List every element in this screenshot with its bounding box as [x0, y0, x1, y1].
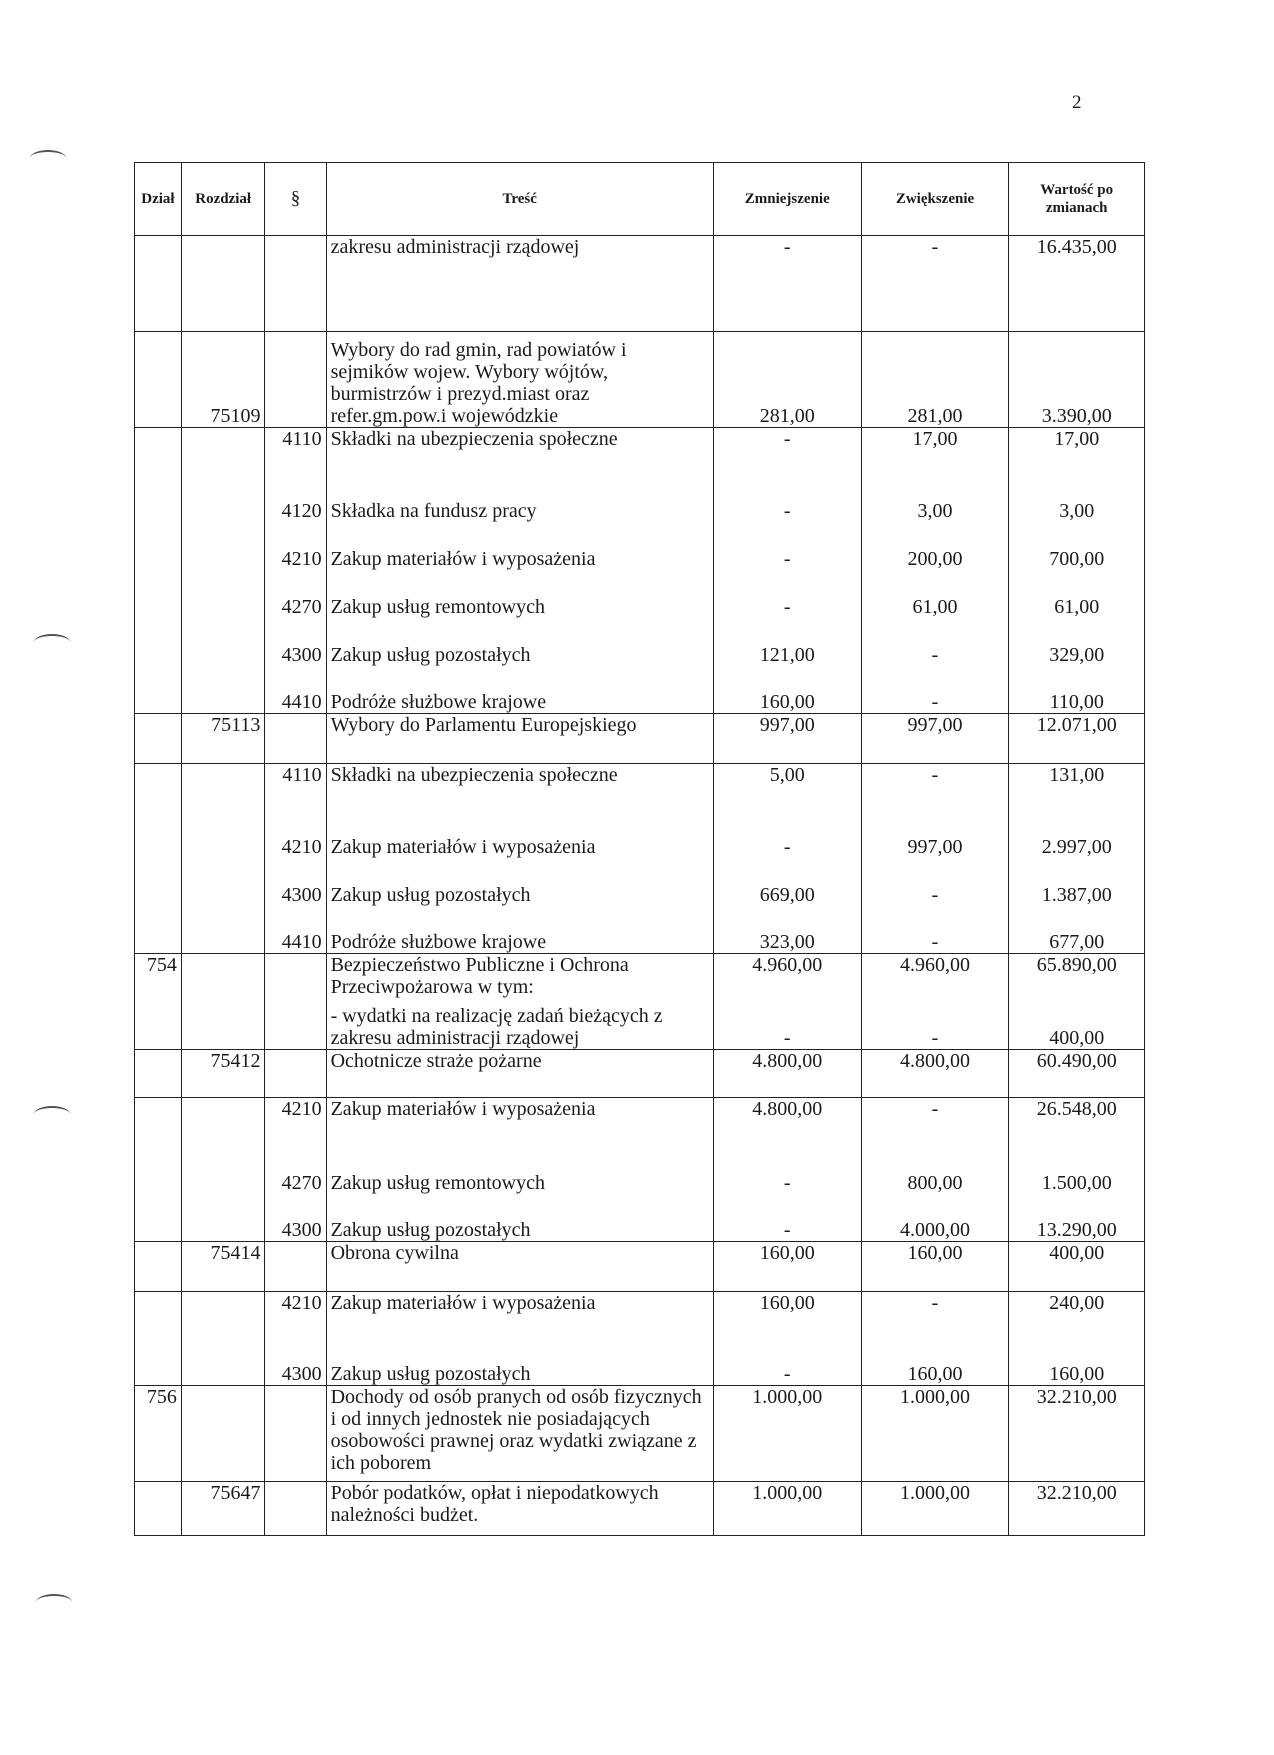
cell-paragraf: 4270	[265, 1146, 326, 1194]
cell-wartosc: 13.290,00	[1009, 1194, 1145, 1242]
cell-paragraf: 4300	[265, 1194, 326, 1242]
cell-paragraf: 4410	[265, 906, 326, 954]
cell-tresc: Zakup usług remontowych	[326, 570, 713, 618]
header-dzial: Dział	[135, 163, 182, 236]
cell-wartosc: 61,00	[1009, 570, 1145, 618]
cell-rozdzial: 75647	[181, 1482, 265, 1536]
cell-rozdzial	[181, 1338, 265, 1386]
cell-dzial	[135, 428, 182, 474]
table-row	[135, 1292, 1145, 1338]
cell-zmniejszenie: -	[713, 474, 861, 522]
cell-dzial	[135, 858, 182, 906]
table-row	[135, 954, 1145, 1002]
cell-tresc: - wydatki na realizację zadań bieżących z zakresu administracji rządowej	[326, 1002, 713, 1050]
table-row	[135, 522, 1145, 570]
cell-zwiekszenie: 1.000,00	[861, 1386, 1009, 1482]
cell-dzial	[135, 1242, 182, 1292]
cell-wartosc: 17,00	[1009, 428, 1145, 474]
table-row	[135, 236, 1145, 332]
cell-zmniejszenie: -	[713, 570, 861, 618]
cell-zwiekszenie: 281,00	[861, 332, 1009, 428]
cell-zmniejszenie: 4.800,00	[713, 1098, 861, 1146]
cell-zmniejszenie: 4.800,00	[713, 1050, 861, 1098]
cell-tresc: Dochody od osób pranych od osób fizycznych i od innych jednostek nie posiadających osobowości prawnej oraz wydatki związane z ich poborem	[326, 1386, 713, 1482]
cell-rozdzial	[181, 236, 265, 332]
cell-wartosc: 160,00	[1009, 1338, 1145, 1386]
cell-dzial: 756	[135, 1386, 182, 1482]
cell-rozdzial	[181, 1292, 265, 1338]
cell-zwiekszenie: 200,00	[861, 522, 1009, 570]
cell-wartosc: 677,00	[1009, 906, 1145, 954]
cell-paragraf	[265, 1002, 326, 1050]
cell-tresc: Zakup usług pozostałych	[326, 1194, 713, 1242]
cell-rozdzial	[181, 1386, 265, 1482]
cell-tresc: Wybory do rad gmin, rad powiatów i sejmików wojew. Wybory wójtów, burmistrzów i prezyd.miast oraz refer.gm.pow.i wojewódzkie	[326, 332, 713, 428]
cell-zwiekszenie: 800,00	[861, 1146, 1009, 1194]
cell-paragraf: 4300	[265, 1338, 326, 1386]
table-row	[135, 1146, 1145, 1194]
table-row	[135, 810, 1145, 858]
cell-wartosc: 16.435,00	[1009, 236, 1145, 332]
table-row	[135, 1050, 1145, 1098]
cell-tresc: Podróże służbowe krajowe	[326, 906, 713, 954]
cell-tresc: Zakup materiałów i wyposażenia	[326, 1292, 713, 1338]
table-row	[135, 1098, 1145, 1146]
table-row	[135, 1338, 1145, 1386]
cell-zmniejszenie: 323,00	[713, 906, 861, 954]
table-row	[135, 858, 1145, 906]
header-wartosc: Wartość po zmianach	[1009, 163, 1145, 236]
cell-wartosc: 240,00	[1009, 1292, 1145, 1338]
cell-zwiekszenie: 160,00	[861, 1242, 1009, 1292]
cell-zmniejszenie: -	[713, 810, 861, 858]
cell-tresc: Zakup usług remontowych	[326, 1146, 713, 1194]
cell-zwiekszenie: -	[861, 236, 1009, 332]
cell-paragraf	[265, 1242, 326, 1292]
cell-paragraf: 4110	[265, 428, 326, 474]
cell-wartosc: 3.390,00	[1009, 332, 1145, 428]
cell-rozdzial: 75412	[181, 1050, 265, 1098]
punch-hole-mark	[34, 634, 70, 650]
cell-paragraf	[265, 236, 326, 332]
cell-zwiekszenie: -	[861, 618, 1009, 666]
cell-dzial	[135, 570, 182, 618]
cell-tresc: Zakup materiałów i wyposażenia	[326, 1098, 713, 1146]
cell-zwiekszenie: -	[861, 1292, 1009, 1338]
cell-zmniejszenie: 5,00	[713, 764, 861, 810]
table-row	[135, 906, 1145, 954]
cell-tresc: Zakup materiałów i wyposażenia	[326, 810, 713, 858]
cell-dzial	[135, 666, 182, 714]
cell-paragraf: 4300	[265, 618, 326, 666]
cell-tresc: Podróże służbowe krajowe	[326, 666, 713, 714]
cell-rozdzial	[181, 1098, 265, 1146]
table-row	[135, 332, 1145, 428]
cell-zmniejszenie: -	[713, 428, 861, 474]
cell-wartosc: 60.490,00	[1009, 1050, 1145, 1098]
header-paragraf: §	[265, 163, 326, 236]
cell-wartosc: 12.071,00	[1009, 714, 1145, 764]
cell-wartosc: 65.890,00	[1009, 954, 1145, 1002]
cell-tresc: Ochotnicze straże pożarne	[326, 1050, 713, 1098]
cell-dzial	[135, 810, 182, 858]
cell-zmniejszenie: 160,00	[713, 1292, 861, 1338]
cell-rozdzial	[181, 428, 265, 474]
cell-wartosc: 400,00	[1009, 1242, 1145, 1292]
cell-tresc: Zakup usług pozostałych	[326, 618, 713, 666]
header-zwiekszenie: Zwiększenie	[861, 163, 1009, 236]
cell-zmniejszenie: 121,00	[713, 618, 861, 666]
cell-zwiekszenie: -	[861, 666, 1009, 714]
cell-zmniejszenie: -	[713, 236, 861, 332]
cell-tresc: Bezpieczeństwo Publiczne i Ochrona Przeciwpożarowa w tym:	[326, 954, 713, 1002]
cell-dzial	[135, 1146, 182, 1194]
cell-paragraf: 4210	[265, 810, 326, 858]
cell-zwiekszenie: -	[861, 906, 1009, 954]
cell-paragraf: 4120	[265, 474, 326, 522]
cell-paragraf: 4110	[265, 764, 326, 810]
cell-rozdzial	[181, 764, 265, 810]
cell-wartosc: 400,00	[1009, 1002, 1145, 1050]
cell-zmniejszenie: 160,00	[713, 1242, 861, 1292]
table-row	[135, 570, 1145, 618]
cell-zwiekszenie: 17,00	[861, 428, 1009, 474]
cell-wartosc: 131,00	[1009, 764, 1145, 810]
cell-dzial	[135, 714, 182, 764]
cell-paragraf: 4410	[265, 666, 326, 714]
cell-dzial	[135, 474, 182, 522]
cell-tresc: Zakup usług pozostałych	[326, 858, 713, 906]
cell-zwiekszenie: 4.960,00	[861, 954, 1009, 1002]
cell-zmniejszenie: -	[713, 1146, 861, 1194]
cell-zmniejszenie: 1.000,00	[713, 1482, 861, 1536]
cell-paragraf: 4210	[265, 1098, 326, 1146]
table-row	[135, 666, 1145, 714]
cell-zwiekszenie: -	[861, 1098, 1009, 1146]
cell-dzial	[135, 1098, 182, 1146]
cell-rozdzial	[181, 810, 265, 858]
cell-rozdzial	[181, 1002, 265, 1050]
cell-rozdzial	[181, 954, 265, 1002]
cell-dzial	[135, 1292, 182, 1338]
cell-zmniejszenie: -	[713, 1338, 861, 1386]
punch-hole-mark	[36, 1594, 72, 1610]
cell-zmniejszenie: 997,00	[713, 714, 861, 764]
cell-paragraf: 4300	[265, 858, 326, 906]
cell-dzial	[135, 1050, 182, 1098]
cell-paragraf	[265, 1482, 326, 1536]
cell-zwiekszenie: 997,00	[861, 714, 1009, 764]
cell-rozdzial: 75109	[181, 332, 265, 428]
cell-zmniejszenie: 160,00	[713, 666, 861, 714]
table-row	[135, 764, 1145, 810]
cell-zwiekszenie: 1.000,00	[861, 1482, 1009, 1536]
cell-dzial	[135, 906, 182, 954]
cell-rozdzial: 75414	[181, 1242, 265, 1292]
cell-rozdzial	[181, 858, 265, 906]
header-row	[135, 163, 1145, 236]
cell-tresc: Zakup usług pozostałych	[326, 1338, 713, 1386]
cell-rozdzial	[181, 666, 265, 714]
table-row	[135, 428, 1145, 474]
cell-rozdzial	[181, 618, 265, 666]
table-row	[135, 618, 1145, 666]
cell-dzial	[135, 1002, 182, 1050]
cell-zmniejszenie: -	[713, 1002, 861, 1050]
cell-rozdzial	[181, 1146, 265, 1194]
cell-paragraf	[265, 954, 326, 1002]
cell-zmniejszenie: 669,00	[713, 858, 861, 906]
cell-dzial	[135, 618, 182, 666]
cell-zwiekszenie: 61,00	[861, 570, 1009, 618]
cell-dzial	[135, 1194, 182, 1242]
cell-tresc: Zakup materiałów i wyposażenia	[326, 522, 713, 570]
cell-tresc: zakresu administracji rządowej	[326, 236, 713, 332]
cell-wartosc: 700,00	[1009, 522, 1145, 570]
header-tresc: Treść	[326, 163, 713, 236]
cell-zwiekszenie: 160,00	[861, 1338, 1009, 1386]
cell-dzial	[135, 236, 182, 332]
table-row	[135, 1242, 1145, 1292]
cell-dzial	[135, 1482, 182, 1536]
cell-paragraf	[265, 332, 326, 428]
cell-paragraf	[265, 714, 326, 764]
cell-rozdzial	[181, 474, 265, 522]
cell-wartosc: 32.210,00	[1009, 1482, 1145, 1536]
cell-zwiekszenie: -	[861, 764, 1009, 810]
punch-hole-mark	[30, 150, 66, 166]
cell-tresc: Pobór podatków, opłat i niepodatkowych należności budżet.	[326, 1482, 713, 1536]
table-row	[135, 474, 1145, 522]
cell-wartosc: 1.500,00	[1009, 1146, 1145, 1194]
header-zmniejszenie: Zmniejszenie	[713, 163, 861, 236]
cell-zmniejszenie: -	[713, 1194, 861, 1242]
cell-wartosc: 329,00	[1009, 618, 1145, 666]
page-number: 2	[1072, 92, 1082, 113]
cell-dzial	[135, 1338, 182, 1386]
table-row	[135, 1386, 1145, 1482]
cell-zmniejszenie: 1.000,00	[713, 1386, 861, 1482]
table-row	[135, 1482, 1145, 1536]
cell-rozdzial	[181, 522, 265, 570]
cell-zmniejszenie: 4.960,00	[713, 954, 861, 1002]
cell-paragraf: 4210	[265, 1292, 326, 1338]
punch-hole-mark	[34, 1106, 70, 1122]
cell-tresc: Składki na ubezpieczenia społeczne	[326, 428, 713, 474]
header-rozdzial: Rozdział	[181, 163, 265, 236]
cell-zwiekszenie: 4.000,00	[861, 1194, 1009, 1242]
cell-rozdzial: 75113	[181, 714, 265, 764]
cell-zmniejszenie: -	[713, 522, 861, 570]
cell-zwiekszenie: 997,00	[861, 810, 1009, 858]
cell-tresc: Obrona cywilna	[326, 1242, 713, 1292]
table-row	[135, 714, 1145, 764]
cell-tresc: Wybory do Parlamentu Europejskiego	[326, 714, 713, 764]
cell-dzial	[135, 522, 182, 570]
cell-wartosc: 2.997,00	[1009, 810, 1145, 858]
table-row	[135, 1194, 1145, 1242]
table-body	[135, 236, 1145, 1536]
cell-paragraf: 4270	[265, 570, 326, 618]
cell-dzial	[135, 332, 182, 428]
table-row	[135, 1002, 1145, 1050]
cell-tresc: Składki na ubezpieczenia społeczne	[326, 764, 713, 810]
budget-table	[134, 162, 1145, 1536]
cell-paragraf	[265, 1386, 326, 1482]
cell-rozdzial	[181, 906, 265, 954]
cell-tresc: Składka na fundusz pracy	[326, 474, 713, 522]
cell-paragraf: 4210	[265, 522, 326, 570]
cell-wartosc: 26.548,00	[1009, 1098, 1145, 1146]
cell-wartosc: 3,00	[1009, 474, 1145, 522]
cell-dzial: 754	[135, 954, 182, 1002]
cell-zmniejszenie: 281,00	[713, 332, 861, 428]
cell-zwiekszenie: 3,00	[861, 474, 1009, 522]
cell-paragraf	[265, 1050, 326, 1098]
cell-wartosc: 110,00	[1009, 666, 1145, 714]
cell-zwiekszenie: -	[861, 1002, 1009, 1050]
cell-zwiekszenie: 4.800,00	[861, 1050, 1009, 1098]
cell-dzial	[135, 764, 182, 810]
cell-wartosc: 1.387,00	[1009, 858, 1145, 906]
cell-wartosc: 32.210,00	[1009, 1386, 1145, 1482]
cell-rozdzial	[181, 1194, 265, 1242]
cell-zwiekszenie: -	[861, 858, 1009, 906]
cell-rozdzial	[181, 570, 265, 618]
